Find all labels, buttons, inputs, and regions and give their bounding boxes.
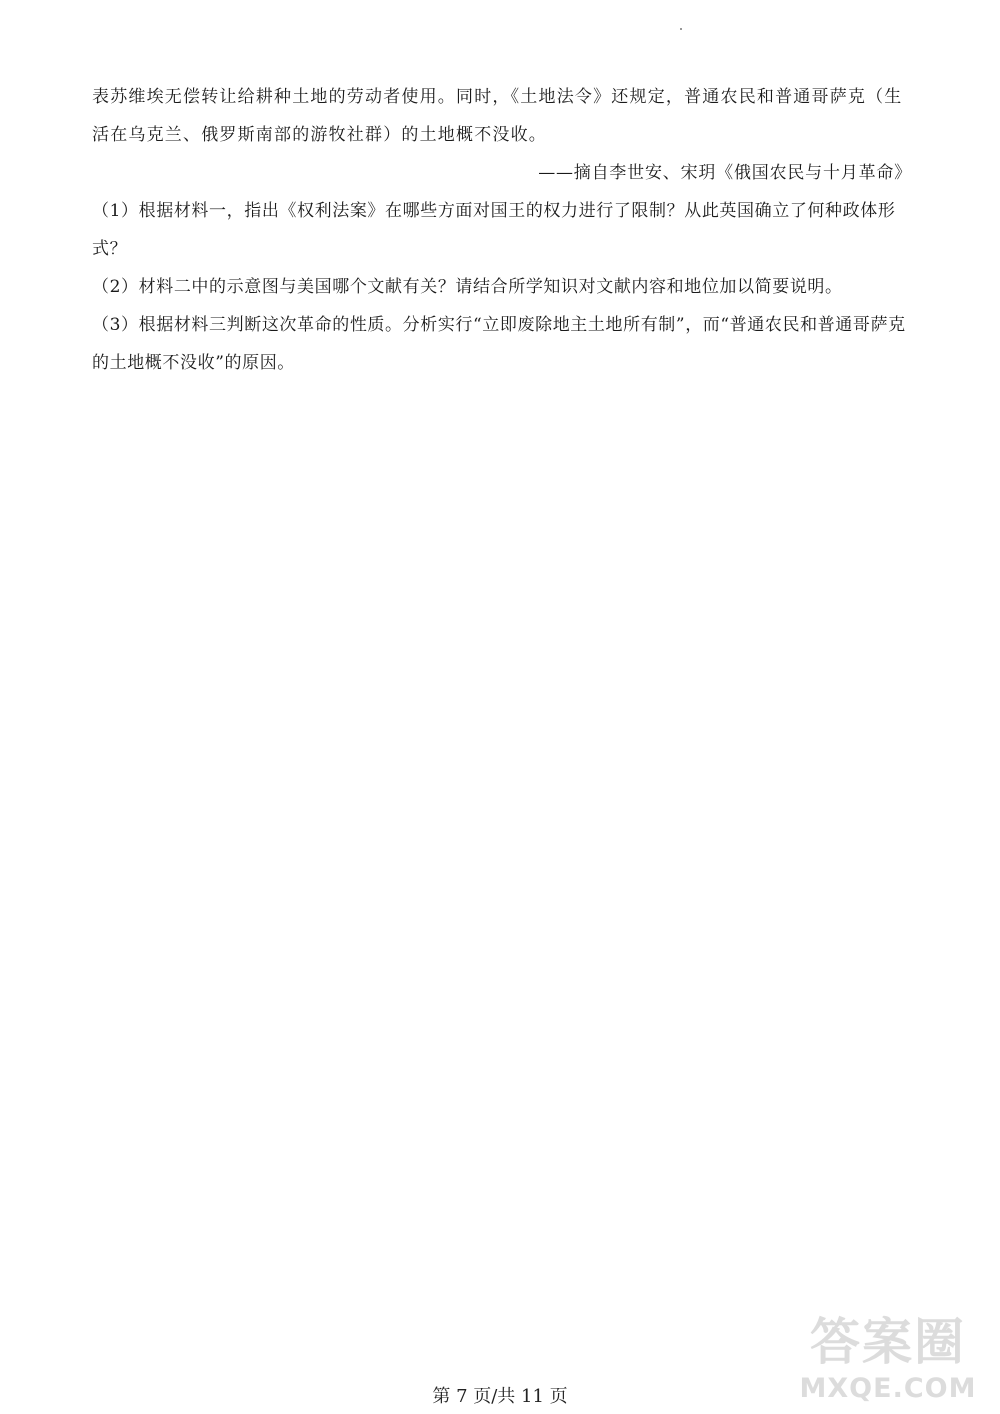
site-logo [788,1312,988,1412]
question-3: （3）根据材料三判断这次革命的性质。分析实行“立即废除地主土地所有制”，而“普通农民和普通哥萨克的土地概不没收”的原因。 [92,315,906,373]
page-number: 第 7 页/共 11 页 [432,1386,568,1407]
question-1: （1）根据材料一，指出《权利法案》在哪些方面对国王的权力进行了限制？从此英国确立了何种政体形式？ [92,201,896,259]
logo-sub-text: MXQE.COM [799,1373,977,1404]
material-source: ——摘自李世安、宋玥《俄国农民与十月革命》 [538,163,912,183]
question-2: （2）材料二中的示意图与美国哪个文献有关？请结合所学知识对文献内容和地位加以简要说明。 [92,277,843,297]
logo-main-text: 答案圈 [810,1313,966,1371]
material-paragraph: 表苏维埃无偿转让给耕种土地的劳动者使用。同时，《土地法令》还规定，普通农民和普通哥萨克（生活在乌克兰、俄罗斯南部的游牧社群）的土地概不没收。 [92,87,903,145]
faint-watermark [380,582,612,700]
scan-mark [680,28,682,30]
page-content [92,78,912,382]
